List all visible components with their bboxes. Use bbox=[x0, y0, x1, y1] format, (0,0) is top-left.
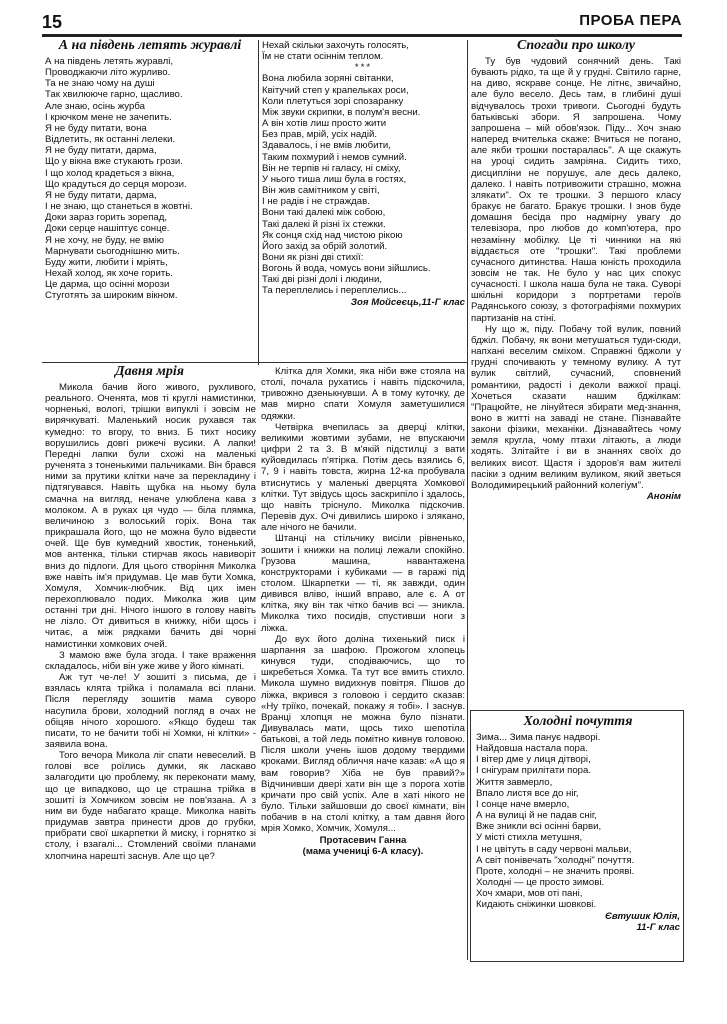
paragraph: Четвірка вчепилась за дверці клітки, великими жовтими зубами, не впускаючи цифри 2 та 3. В м'якій підстилці з вати куйовдилась п'ятірка. Потім десь взялись 6, 7, 9 і навіть товста, жирна 12-ка пробувала втиснутись у маленькі дверцята Хомкової клітки. Тут звідусь щось заскрипіло і здалось, що навіть тріснуло. Миколка підскочив. Перевів дух. Очі дивились широко і зляканo, але нічого не бачили. bbox=[261, 421, 465, 534]
poem-line: Проте, холодні – не значить прояві. bbox=[476, 865, 635, 877]
poem-line: Буду жити, любити і мріять, bbox=[45, 256, 168, 268]
poem-cold-feelings bbox=[476, 714, 680, 958]
poem-line: Нехай скільки захочуть голосять, bbox=[262, 40, 409, 51]
poem-line: Я не буду питати, вона bbox=[45, 122, 147, 134]
poem-line: Як сонця схід над чистою рікою bbox=[262, 229, 403, 241]
poem-title: А на південь летять журавлі bbox=[58, 38, 242, 53]
poem2-signature-class: 11-Г клас bbox=[636, 921, 680, 933]
poem-line: Такі далекі й різні їх стежки. bbox=[262, 218, 386, 230]
poem-line: Вона любила зоряні світанки, bbox=[262, 73, 394, 85]
poem-line: І не радів і не страждав. bbox=[262, 196, 370, 208]
story-title: Давня мрія bbox=[115, 364, 184, 379]
memoir-signature: Анонім bbox=[646, 491, 681, 503]
poem-line: Таким похмурий і немов сумний. bbox=[262, 151, 407, 163]
section-divider bbox=[42, 362, 467, 363]
poem-stanza bbox=[262, 73, 465, 296]
story-column-1 bbox=[45, 382, 256, 960]
story-signature-name: Протасевич Ганна bbox=[319, 834, 407, 846]
paragraph: Штанці на стільчику висіли рівненько, зошити і книжки на полиці лежали спокійно. Грузова машина, навантажена конструкторами і кубиками — в гаражі під столом. Шкарпетки — ті, як завжди, один дивився вліво, інший вправо, але є. А от клітка, яку він так чітко бачив всі — зникла. Миколка тихо посидів, спустивши ноги з ліжка. bbox=[261, 533, 465, 634]
poem-line: У нього тиша лиш була в гостях, bbox=[262, 173, 407, 185]
story-column-2-text bbox=[261, 366, 465, 835]
column-divider bbox=[467, 40, 468, 960]
poem-line: І вітер дме у лиця дітворі, bbox=[476, 754, 591, 766]
poem-line: Доки серце нашіптує сонце. bbox=[45, 223, 170, 235]
poem-line: І не знаю, що станеться в жовтні. bbox=[45, 201, 193, 213]
poem-line: Їм не стати осіннім теплом. bbox=[262, 51, 384, 63]
poem-line: Я не буду питати, дарма, bbox=[45, 189, 157, 201]
poem-line: А на південь летять журавлі, bbox=[45, 56, 173, 67]
poem-line: Життя завмерло, bbox=[476, 776, 553, 788]
poem-line: Так хвилююче гарно, щасливо. bbox=[45, 89, 183, 101]
poem-line: Здавалось, і не вмів любити, bbox=[262, 140, 391, 152]
poem-line: Його захід за обрій золотий. bbox=[262, 240, 388, 252]
poem-line: Що крадуться до серця морози. bbox=[45, 178, 187, 190]
poem-line: І що холод крадеться з вікна, bbox=[45, 167, 175, 179]
poem-lines bbox=[45, 56, 255, 301]
paragraph: Микола бачив його живого, рухливого, реального. Оченята, мов ті круглі намистинки, чорненькі, вологі, трішки випуклі і зовсім не вирячкуваті. Маленький носик рухався так кумедно: то вгору, то вниз. Б тихт носику ворушились довгі рижечі вусики. А лапки! Передні лапки були схожі на маленькі рученята з тоненькими пальчиками. Він брався ними за прутики клітки наче за перекладину і підтягувався. Навіть щубка на ньому була смачна на вигляд, неначе улюблена кава з молоком. А в руках ця чудо — біла плямка, величиною з волоський горіх. Вона так прикрашала його, що не можна було відвести очей. Ще був кумедний хвостик, тоненький, мов антенка, тільки стирчав якось навиворіт вниз до підлоги. Для цього створіння Миколка вже навіть ім'я придумав. Це мав бути Хомка, Хомуля, Хомчик-любчик. Від цих імен перехоплювало подих. Миколка жив цим останні три дні. Нічого іншого в голову навіть не лізло. От дивиться в книжку, ніби щось і читає, а між рядками бачить дві чорні намистинки хомкових очей. bbox=[45, 382, 256, 650]
poem-line: Хоч хмари, мов оті пані, bbox=[476, 888, 583, 900]
poem-line: У місті стихла метушня, bbox=[476, 832, 583, 844]
paragraph: З мамою вже була згода. І таке враження складалось, ніби він уже живе у його кімнаті. bbox=[45, 649, 256, 672]
poem-line: А на вулиці й не падав сніг, bbox=[476, 810, 597, 822]
poem-line: І не цвітуть в саду червоні мальви, bbox=[476, 843, 632, 855]
poem-line: А він хотів лиш просто жити bbox=[262, 118, 387, 130]
poem-line: Проводжаючи літо журливо. bbox=[45, 67, 171, 79]
page-number: 15 bbox=[42, 12, 63, 32]
poem-line: І сонце наче вмерло, bbox=[476, 798, 570, 810]
poem-line: Це дарма, що осінні морози bbox=[45, 279, 170, 291]
poem-line: І крючком мене не зачепить. bbox=[45, 111, 172, 123]
section-rubric: ПРОБА ПЕРА bbox=[579, 12, 682, 29]
poem-signature: Зоя Мойсеєць,11-Г клас bbox=[350, 296, 465, 308]
poem-line: Вогонь й вода, чомусь вони зійшлись. bbox=[262, 263, 431, 275]
poem-line: Кидають сніжинки шовкові. bbox=[476, 899, 597, 911]
paragraph: Аж тут че-ле! У зошиті з письма, де і взялась клята трійка і поламала всі плани. Після перегляду зошитів мама суворо насупила брови, холодний погляд в очах не обіцяв нічого хорошого. «Якщо будеш так писати, то не бачити тобі ні Хомки, ні клітки» - заявила вона. bbox=[45, 672, 256, 750]
poem-line: Вони такі далекі між собою, bbox=[262, 207, 386, 219]
poem2-title: Холодні почуття bbox=[523, 714, 633, 729]
poem-line: Між звуки скрипки, в полум'я весни. bbox=[262, 106, 421, 118]
memoir-title: Спогади про школу bbox=[517, 38, 635, 53]
paragraph: До вух його доліна тихенький писк і шарпання за шафою. Прожогом хлопець кинувся туди, сподіваючись, що то шкребеться Хомка. Та тут все вмить стихло. Микола шумно видихнув повітря. Пішов до ліжка, вкрився з головою і сердито сказав: «Ну тріїко, почекай, покажу я тобі». І заснув. Вранці хлопця не можна було пізнати. Дивувалась мати, щось тихо шепотіла батькові, а той ледь помітно кивнув головою. Після школи учень ішов додому твердими кроками. Вигляд обличчя наче казав: «А що я вам говорив? Хіба не був правий?» Відчинивши двері хати він ще з порога хотів кричати про свій успіх. Але в хаті нікого не було. Тільки зайшовши до своєї кімнати, він побачив в на столі клітку, а там давня його мрія Хомко, Хомчик, Хомуля... bbox=[261, 633, 465, 835]
poem-line: Що у вікна вже стукають грози. bbox=[45, 156, 183, 168]
poem-second bbox=[262, 40, 465, 360]
memoir-text bbox=[471, 56, 681, 491]
poem2-signature-name: Євтушик Юлія, bbox=[604, 910, 680, 922]
poem-line: Впало листя все до ніг, bbox=[476, 787, 579, 799]
poem-line: Він не терпів ні галасу, ні сміху, bbox=[262, 162, 401, 174]
poem-line: А світ понівечать "холодні" почуття. bbox=[476, 854, 635, 866]
poem-continuation bbox=[262, 40, 465, 62]
stanza-separator: *** bbox=[354, 62, 373, 74]
poem-line: Але знаю, осінь журба bbox=[45, 100, 145, 112]
poem-line: Квітучий степ у крапельках роси, bbox=[262, 84, 409, 96]
paragraph: Того вечора Микола ліг спати невеселий. В голові все роїлись думки, як ласкаво залагодити цю проблему, як переконати маму, що це випадково, що це страшна трійка в зошиті із Хомчиком зовсім не пов'язана. А з ним ви буде набагато краще. Миколка навіть придумав завтра принести дров до грубки, прибрати свої шкарпетки й миску, і горнятко зі столу, і взагалі... Стомлений своїми планами хлопчина нарешті заснув. Але що це? bbox=[45, 750, 256, 862]
poem-line: Марнувати сьогоднішню мить. bbox=[45, 245, 180, 257]
poem-line: І снігурам прилітати пора. bbox=[476, 765, 591, 777]
poem-line: Вони як різні дві стихії: bbox=[262, 251, 364, 263]
poem-line: Доки зараз горить зорепад, bbox=[45, 212, 167, 224]
poem-cranes bbox=[45, 38, 255, 360]
poem-line: Зима... Зима панує надворі. bbox=[476, 732, 601, 743]
poem-line: Я не хочу, не буду, не вмію bbox=[45, 234, 164, 246]
memoir-article bbox=[471, 38, 681, 706]
poem-line: Стуготять за широким вікном. bbox=[45, 290, 178, 302]
poem-line: Такі дві різні долі і людини, bbox=[262, 274, 382, 286]
poem-line: Він жив самітником у світі, bbox=[262, 185, 380, 197]
poem2-lines bbox=[476, 732, 680, 911]
poem-line: Холодні — це просто зимові. bbox=[476, 877, 605, 889]
poem-line: Нехай холод, як хоче горить. bbox=[45, 267, 173, 279]
story-column-2 bbox=[261, 366, 465, 960]
poem-line: Без прав, мрій, усіх надій. bbox=[262, 129, 377, 141]
column-divider bbox=[258, 40, 259, 365]
page-header bbox=[42, 12, 682, 37]
poem-line: Найдовша настала пора. bbox=[476, 743, 588, 755]
poem-line: Та переплелись і переплелись... bbox=[262, 285, 407, 297]
poem-line: Та не знаю чому на душі bbox=[45, 78, 155, 90]
poem-line: Вже зникли всі осінні барви, bbox=[476, 821, 602, 833]
poem-line: Я не буду питати, дарма, bbox=[45, 145, 157, 157]
paragraph: Клітка для Хомки, яка ніби вже стояла на столі, почала рухатись і навіть підскочила, тривожно дзенькнувши. А в тому куточку, де мав мирно спати Хомуля заметушилися одяжки. bbox=[261, 366, 465, 422]
paragraph: Ту був чудовий сонячний день. Такі бувають рідко, та ще й у грудні. Світило гарне, на диво, яскраве сонце. Не літнє, звичайно, але було весело. Десь там, в глибині душі відчувалось трохи тривоги. Сьогодні будуть батьківські збори. Я запрошена. Чому запрошена – мій обов'язок. Піду... Хоч знаю наперед вчителька скаже: Вчиться не погано, але якби трошки постаралась". А ще скажуть на уроці сидить замріяна. Сидить тихо, дисципліни не порушує, але десь далеко, далеко. І навіть потривожити страшно, можна злякати". Ох те трошки. З першого класу бракує не багато. Бракує трошки. І знов буде домашня бесіда про надмірну увагу до телевізора, про любов до комп'ютера, про незамінну мобілку. Це ті чинники на які віддається оте "трошки". Такі проблеми сучасного дитинства. Наша юність проходила зовсім не так. Не було у нас цих спокус сучасності. І школа наша була не така. Суворі шкільні коридори з портретами героїв Радянського союзу, з фотографіями похмурих партизанів на стіні. bbox=[471, 56, 681, 324]
poem-line: Відлетить, як останні лелеки. bbox=[45, 134, 176, 146]
story-signature-note: (мама учениці 6-А класу). bbox=[302, 845, 424, 857]
paragraph: Ну що ж, піду. Побачу той вулик, повний бджіл. Побачу, як вони метушаться туди-сюди, напхані веселим сміхом. Справжні бджоли у грудні спочивають у темному вулику. А тут вулик світлий, сучасний, сповнений романтики, радості і деколи важкої праці. Хочеться сказати нашим бджілкам: "Працюйте, не лінуйтеся збирати мед-знання, воно в житті на заваді не стане. Пізнавайте закони фізики, механіки. Дізнавайтесь чому земля кругла, чому птахи літають, а люди ходять. Злітайте і ви в знаннях своїх до великих висот. Щастя і здоров'я вам жителі пасіки з одним великим вуликом, який зветься Володимирецький районний колегіум". bbox=[471, 323, 681, 491]
poem-line: Коли плетуться зорі спозаранку bbox=[262, 95, 404, 107]
